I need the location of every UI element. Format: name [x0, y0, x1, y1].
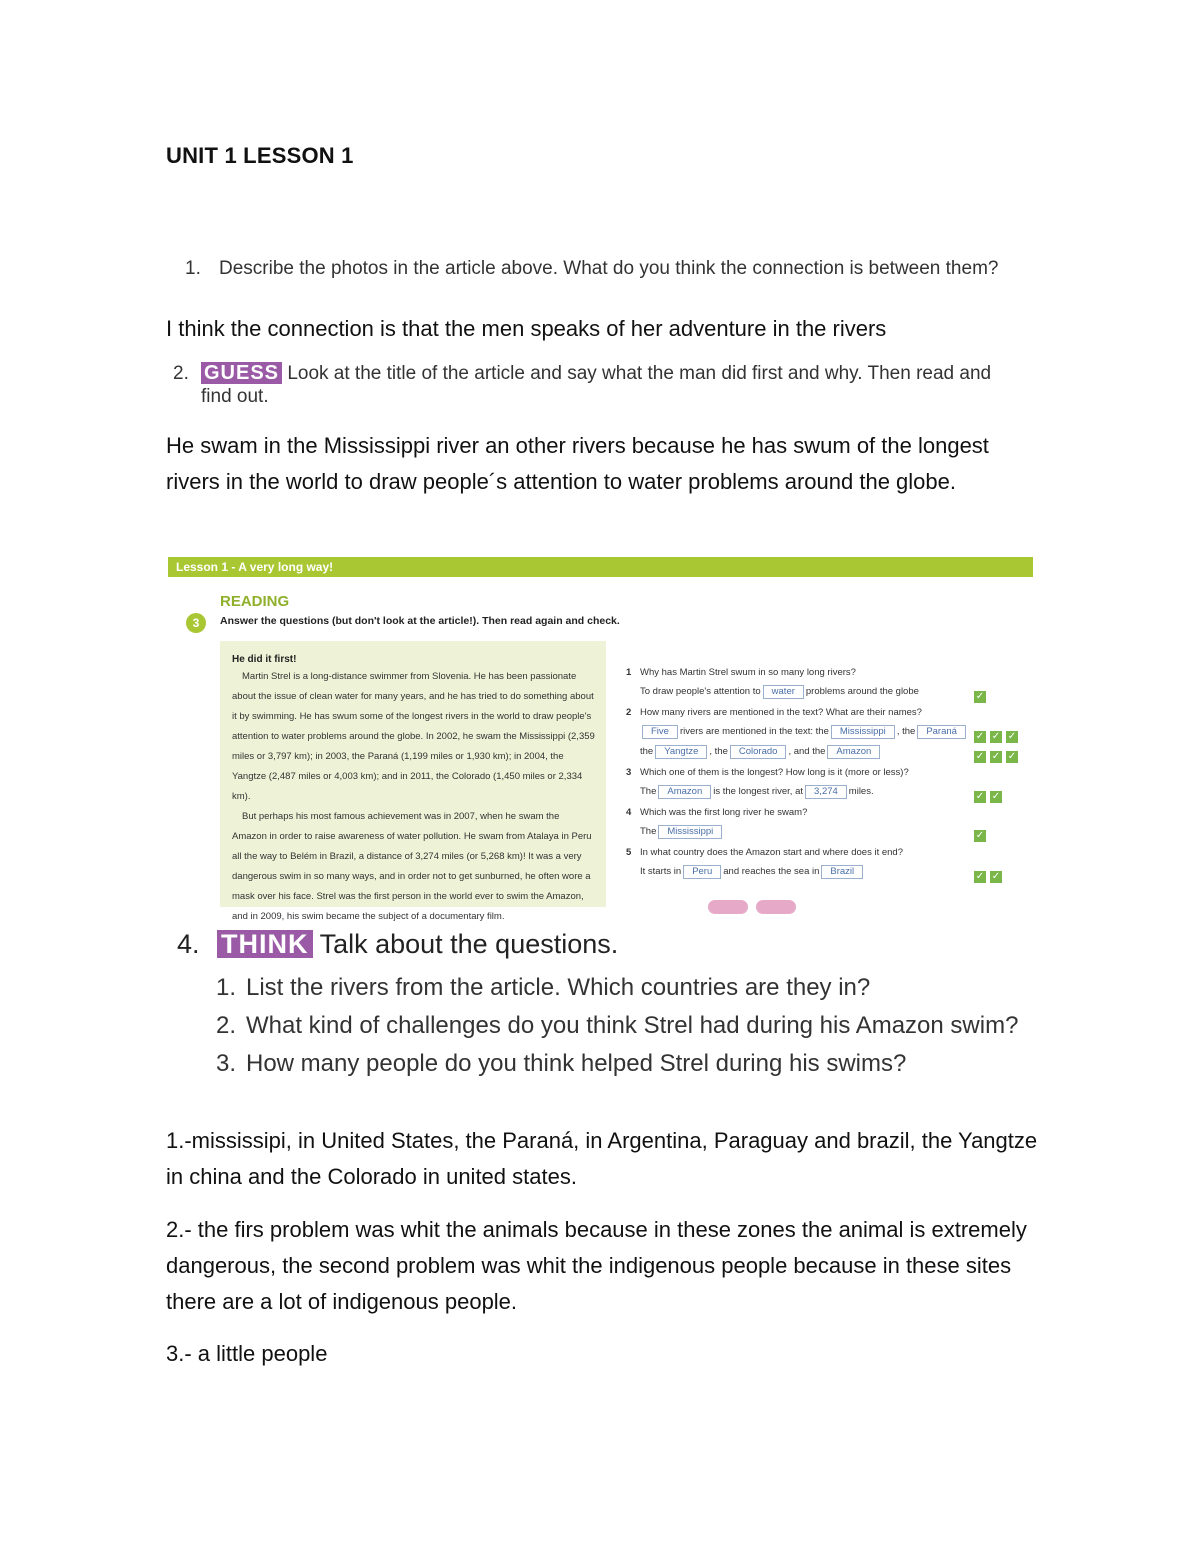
check-icon: ✓ [975, 751, 985, 762]
answer-4-1: 1.-mississipi, in United States, the Paraná, in Argentina, Paraguay and brazil, the Yangtze in china and the Colorado in united states. [166, 1128, 1038, 1189]
book-answer-4: The Mississippi [640, 825, 724, 839]
question-4-text: Talk about the questions. [319, 929, 619, 959]
book-answer-5: It starts in Peru and reaches the sea in Brazil [640, 865, 865, 879]
question-2-text-cont: find out. [201, 386, 269, 407]
answer-4-3: 3.- a little people [166, 1341, 328, 1366]
checks-q1 [974, 686, 990, 704]
decorative-pill [708, 900, 748, 914]
check-icon: ✓ [991, 731, 1001, 742]
answer-1: I think the connection is that the men speaks of her adventure in the rivers [166, 316, 887, 341]
question-1-text: Describe the photos in the article above. What do you think the connection is between them? [219, 258, 999, 279]
check-icon: ✓ [1007, 731, 1017, 742]
check-icon: ✓ [975, 871, 985, 882]
check-icon: ✓ [975, 791, 985, 802]
book-question-4: 4 Which was the first long river he swam? [626, 807, 808, 818]
guess-badge: GUESS [201, 362, 282, 384]
book-answer-3: The Amazon is the longest river, at 3,274 miles. [640, 786, 874, 797]
reading-heading: READING [220, 593, 290, 610]
article-paragraph-1: Martin Strel is a long-distance swimmer from Slovenia. He has been passionate about the issue of clean water for many years, and he has tried to do something about it by swimming. He has swum some of the longest rivers in the world to draw people's attention to water problems around the globe. In 2002, he swam the Mississippi (2,359 miles or 3,797 km); in 2003, the Paraná (1,199 miles or 1,930 km); in 2004, the Yangtze (2,487 miles or 4,003 km); and in 2011, the Colorado (1,450 miles or 2,334 km). [232, 671, 595, 802]
book-question-2: 2 How many rivers are mentioned in the text? What are their names? [626, 707, 922, 718]
question-2 [173, 362, 991, 408]
checks-q2b [974, 746, 1022, 764]
think-item-2: 2. What kind of challenges do you think Strel had during his Amazon swim? [216, 1012, 1019, 1039]
question-1-number: 1. [185, 258, 201, 279]
question-2-number: 2. [173, 363, 189, 384]
book-answer-2b: the Yangtze , the Colorado , and the Amazon [640, 745, 882, 759]
question-4-number: 4. [177, 929, 200, 959]
textbook-excerpt [168, 557, 1033, 922]
book-answer-1: To draw people's attention to water problems around the globe [640, 686, 919, 697]
question-4 [177, 929, 618, 960]
check-icon: ✓ [991, 871, 1001, 882]
answer-2: He swam in the Mississippi river an other rivers because he has swum of the longest rivers in the world to draw people´s attention to water problems around the globe. [166, 433, 989, 494]
book-answer-2: Five rivers are mentioned in the text: the Mississippi , the Paraná [640, 725, 968, 739]
exercise-number: 3 [186, 613, 206, 633]
think-item-3: 3. How many people do you think helped Strel during his swims? [216, 1050, 907, 1077]
think-item-1: 1. List the rivers from the article. Which countries are they in? [216, 974, 871, 1001]
article-box [220, 641, 606, 922]
book-question-3: 3 Which one of them is the longest? How long is it (more or less)? [626, 767, 909, 778]
decorative-pill [756, 900, 796, 914]
check-icon: ✓ [975, 830, 985, 841]
book-question-5: 5 In what country does the Amazon start and where does it end? [626, 847, 903, 858]
book-question-1: 1 Why has Martin Strel swum in so many long rivers? [626, 667, 856, 678]
checks-q3 [974, 786, 1006, 804]
checks-q2a [974, 726, 1022, 744]
question-2-text: Look at the title of the article and say what the man did first and why. Then read and [287, 363, 992, 384]
check-icon: ✓ [975, 691, 985, 702]
check-icon: ✓ [991, 751, 1001, 762]
article-paragraph-2: But perhaps his most famous achievement was in 2007, when he swam the Amazon in order to raise awareness of water pollution. He swam from Atalaya in Peru all the way to Belém in Brazil, a distance of 3,274 miles (or 5,268 km)! It was a very dangerous swim in so many ways, and in order not to get sunburned, he often wore a mask over his face. Strel was the first person in the world ever to swim the Amazon, and in 2009, his swim became the subject of a documentary film. [232, 811, 592, 922]
checks-q4 [974, 825, 990, 843]
page-title: UNIT 1 LESSON 1 [166, 143, 354, 168]
article-title: He did it first! [232, 654, 297, 665]
lesson-header-bar: Lesson 1 - A very long way! [168, 557, 1033, 577]
think-badge: THINK [217, 930, 313, 958]
answer-4-2: 2.- the firs problem was whit the animals because in these zones the animal is extremely dangerous, the second problem was whit the indigenous people because in these sites there are a lot of indigenous people. [166, 1217, 1027, 1314]
checks-q5 [974, 866, 1006, 884]
question-1 [185, 258, 998, 280]
check-icon: ✓ [975, 731, 985, 742]
check-icon: ✓ [991, 791, 1001, 802]
exercise-instruction: Answer the questions (but don't look at the article!). Then read again and check. [220, 615, 620, 627]
check-icon: ✓ [1007, 751, 1017, 762]
